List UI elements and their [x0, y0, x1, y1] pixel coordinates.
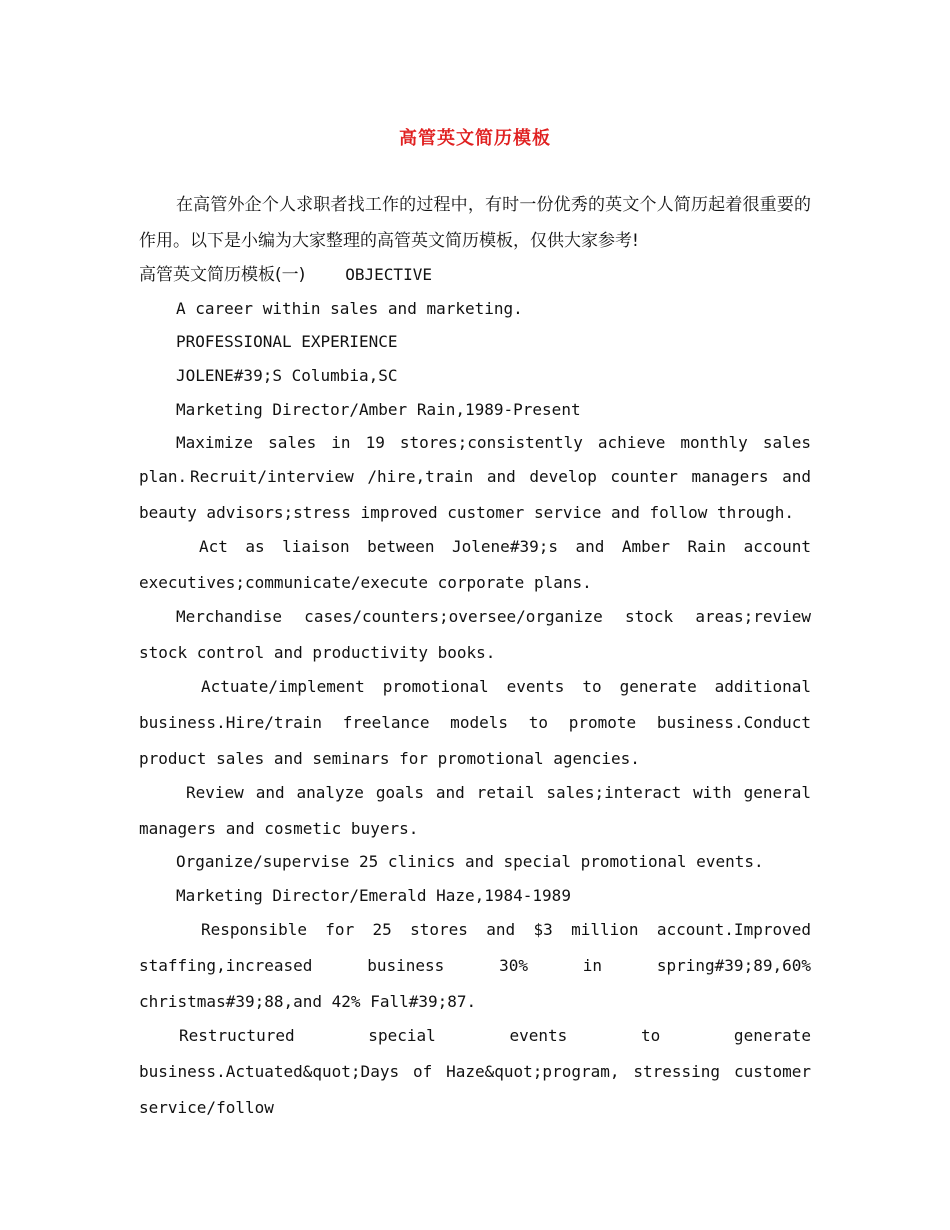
employer-line: JOLENE#39;S Columbia,SC [176, 366, 398, 385]
bullet-9-block [139, 1018, 811, 1126]
employer-block [139, 359, 811, 393]
bullet-8-block [139, 912, 811, 1020]
bullet-2-block [139, 459, 811, 531]
document-title: 高管英文简历模板 [399, 128, 551, 149]
section-heading-line [139, 257, 811, 293]
position-1-title: Marketing Director/Amber Rain,1989-Present [176, 400, 581, 419]
bullet-3-block [139, 529, 811, 601]
list-item: Organize/supervise 25 clinics and special promotional events. [176, 852, 764, 871]
list-item: Act as liaison between Jolene#39;s and Amber Rain account executives;communicate/execute corporate plans. [139, 537, 811, 592]
bullet-5-block [139, 669, 811, 777]
list-item: Maximize sales in 19 stores;consistently achieve monthly sales plan. [139, 433, 811, 486]
experience-label: PROFESSIONAL EXPERIENCE [176, 332, 398, 351]
position-2-title: Marketing Director/Emerald Haze,1984-1989 [176, 886, 571, 905]
objective-block [139, 292, 811, 326]
position-2-block [139, 879, 811, 913]
bullet-6-block [139, 775, 811, 847]
intro-paragraph: 在高管外企个人求职者找工作的过程中，有时一份优秀的英文个人简历起着很重要的作用。以下是小编为大家整理的高管英文简历模板，仅供大家参考! [139, 195, 811, 251]
experience-heading-block [139, 325, 811, 359]
list-item: Actuate/implement promotional events to generate additional business.Hire/train freelance models to promote business.Conduct product sales and seminars for promotional agencies. [139, 677, 811, 768]
objective-text: A career within sales and marketing. [176, 299, 523, 318]
list-item: Review and analyze goals and retail sales;interact with general managers and cosmetic buyers. [139, 783, 811, 838]
objective-label: OBJECTIVE [345, 265, 432, 284]
section-heading: 高管英文简历模板(一) [139, 265, 306, 285]
bullet-7-block [139, 845, 811, 879]
list-item: Recruit/interview /hire,train and develop counter managers and beauty advisors;stress improved customer service and follow through. [139, 467, 811, 522]
intro-block [139, 187, 811, 259]
position-1-block [139, 393, 811, 427]
bullet-4-block [139, 599, 811, 671]
list-item: Merchandise cases/counters;oversee/organize stock areas;review stock control and productivity books. [139, 607, 811, 662]
list-item: Restructured special events to generate business.Actuated&quot;Days of Haze&quot;program, stressing customer service/follow [139, 1026, 811, 1117]
list-item: Responsible for 25 stores and $3 million account.Improved staffing,increased business 30% in spring#39;89,60% christmas#39;88,and 42% Fall#39;87. [139, 920, 811, 1011]
